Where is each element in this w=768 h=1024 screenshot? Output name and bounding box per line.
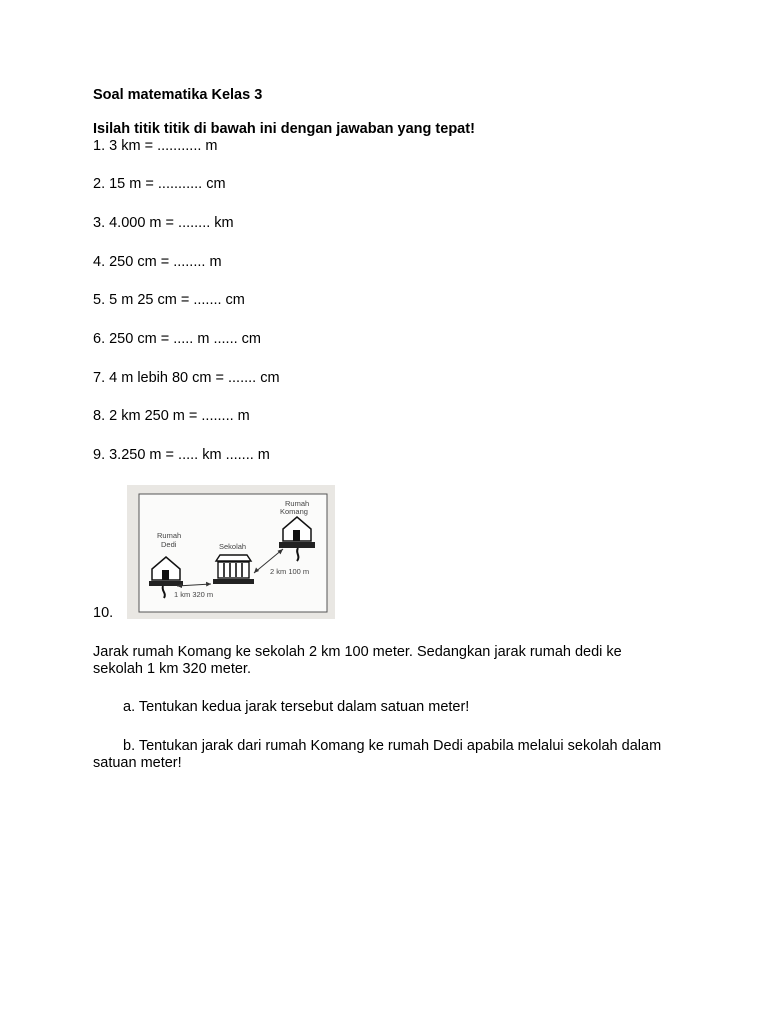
label-rumah-dedi-2: Dedi [161,540,177,549]
question-1: 1. 3 km = ........... m [93,138,218,154]
distance-diagram [127,485,335,619]
instruction: Isilah titik titik di bawah ini dengan jawaban yang tepat! [93,121,475,137]
label-dist-sekolah-komang: 2 km 100 m [270,567,310,576]
label-rumah-komang-1: Rumah [285,499,310,508]
question-9: 9. 3.250 m = ..... km ....... m [93,447,270,463]
distance-diagram-image [127,485,335,619]
question-10-number: 10. [93,605,114,621]
question-3: 3. 4.000 m = ........ km [93,215,234,231]
question-10-text: Jarak rumah Komang ke sekolah 2 km 100 meter. Sedangkan jarak rumah dedi ke sekolah 1 km 320 meter. [93,644,622,677]
question-7: 7. 4 m lebih 80 cm = ....... cm [93,370,280,386]
sub-question-a: a. Tentukan kedua jarak tersebut dalam satuan meter! [123,699,470,715]
label-sekolah: Sekolah [219,542,247,551]
question-4: 4. 250 cm = ........ m [93,254,222,270]
question-6: 6. 250 cm = ..... m ...... cm [93,331,262,347]
page-title: Soal matematika Kelas 3 [93,87,263,103]
label-dist-dedi-sekolah: 1 km 320 m [174,590,214,599]
question-5: 5. 5 m 25 cm = ....... cm [93,292,245,308]
label-rumah-komang-2: Komang [280,507,308,516]
question-8: 8. 2 km 250 m = ........ m [93,408,250,424]
label-rumah-dedi-1: Rumah [157,531,182,540]
school-icon [213,555,254,584]
question-2: 2. 15 m = ........... cm [93,176,226,192]
sub-question-b: b. Tentukan jarak dari rumah Komang ke rumah Dedi apabila melalui sekolah dalam satuan meter! [93,738,662,771]
